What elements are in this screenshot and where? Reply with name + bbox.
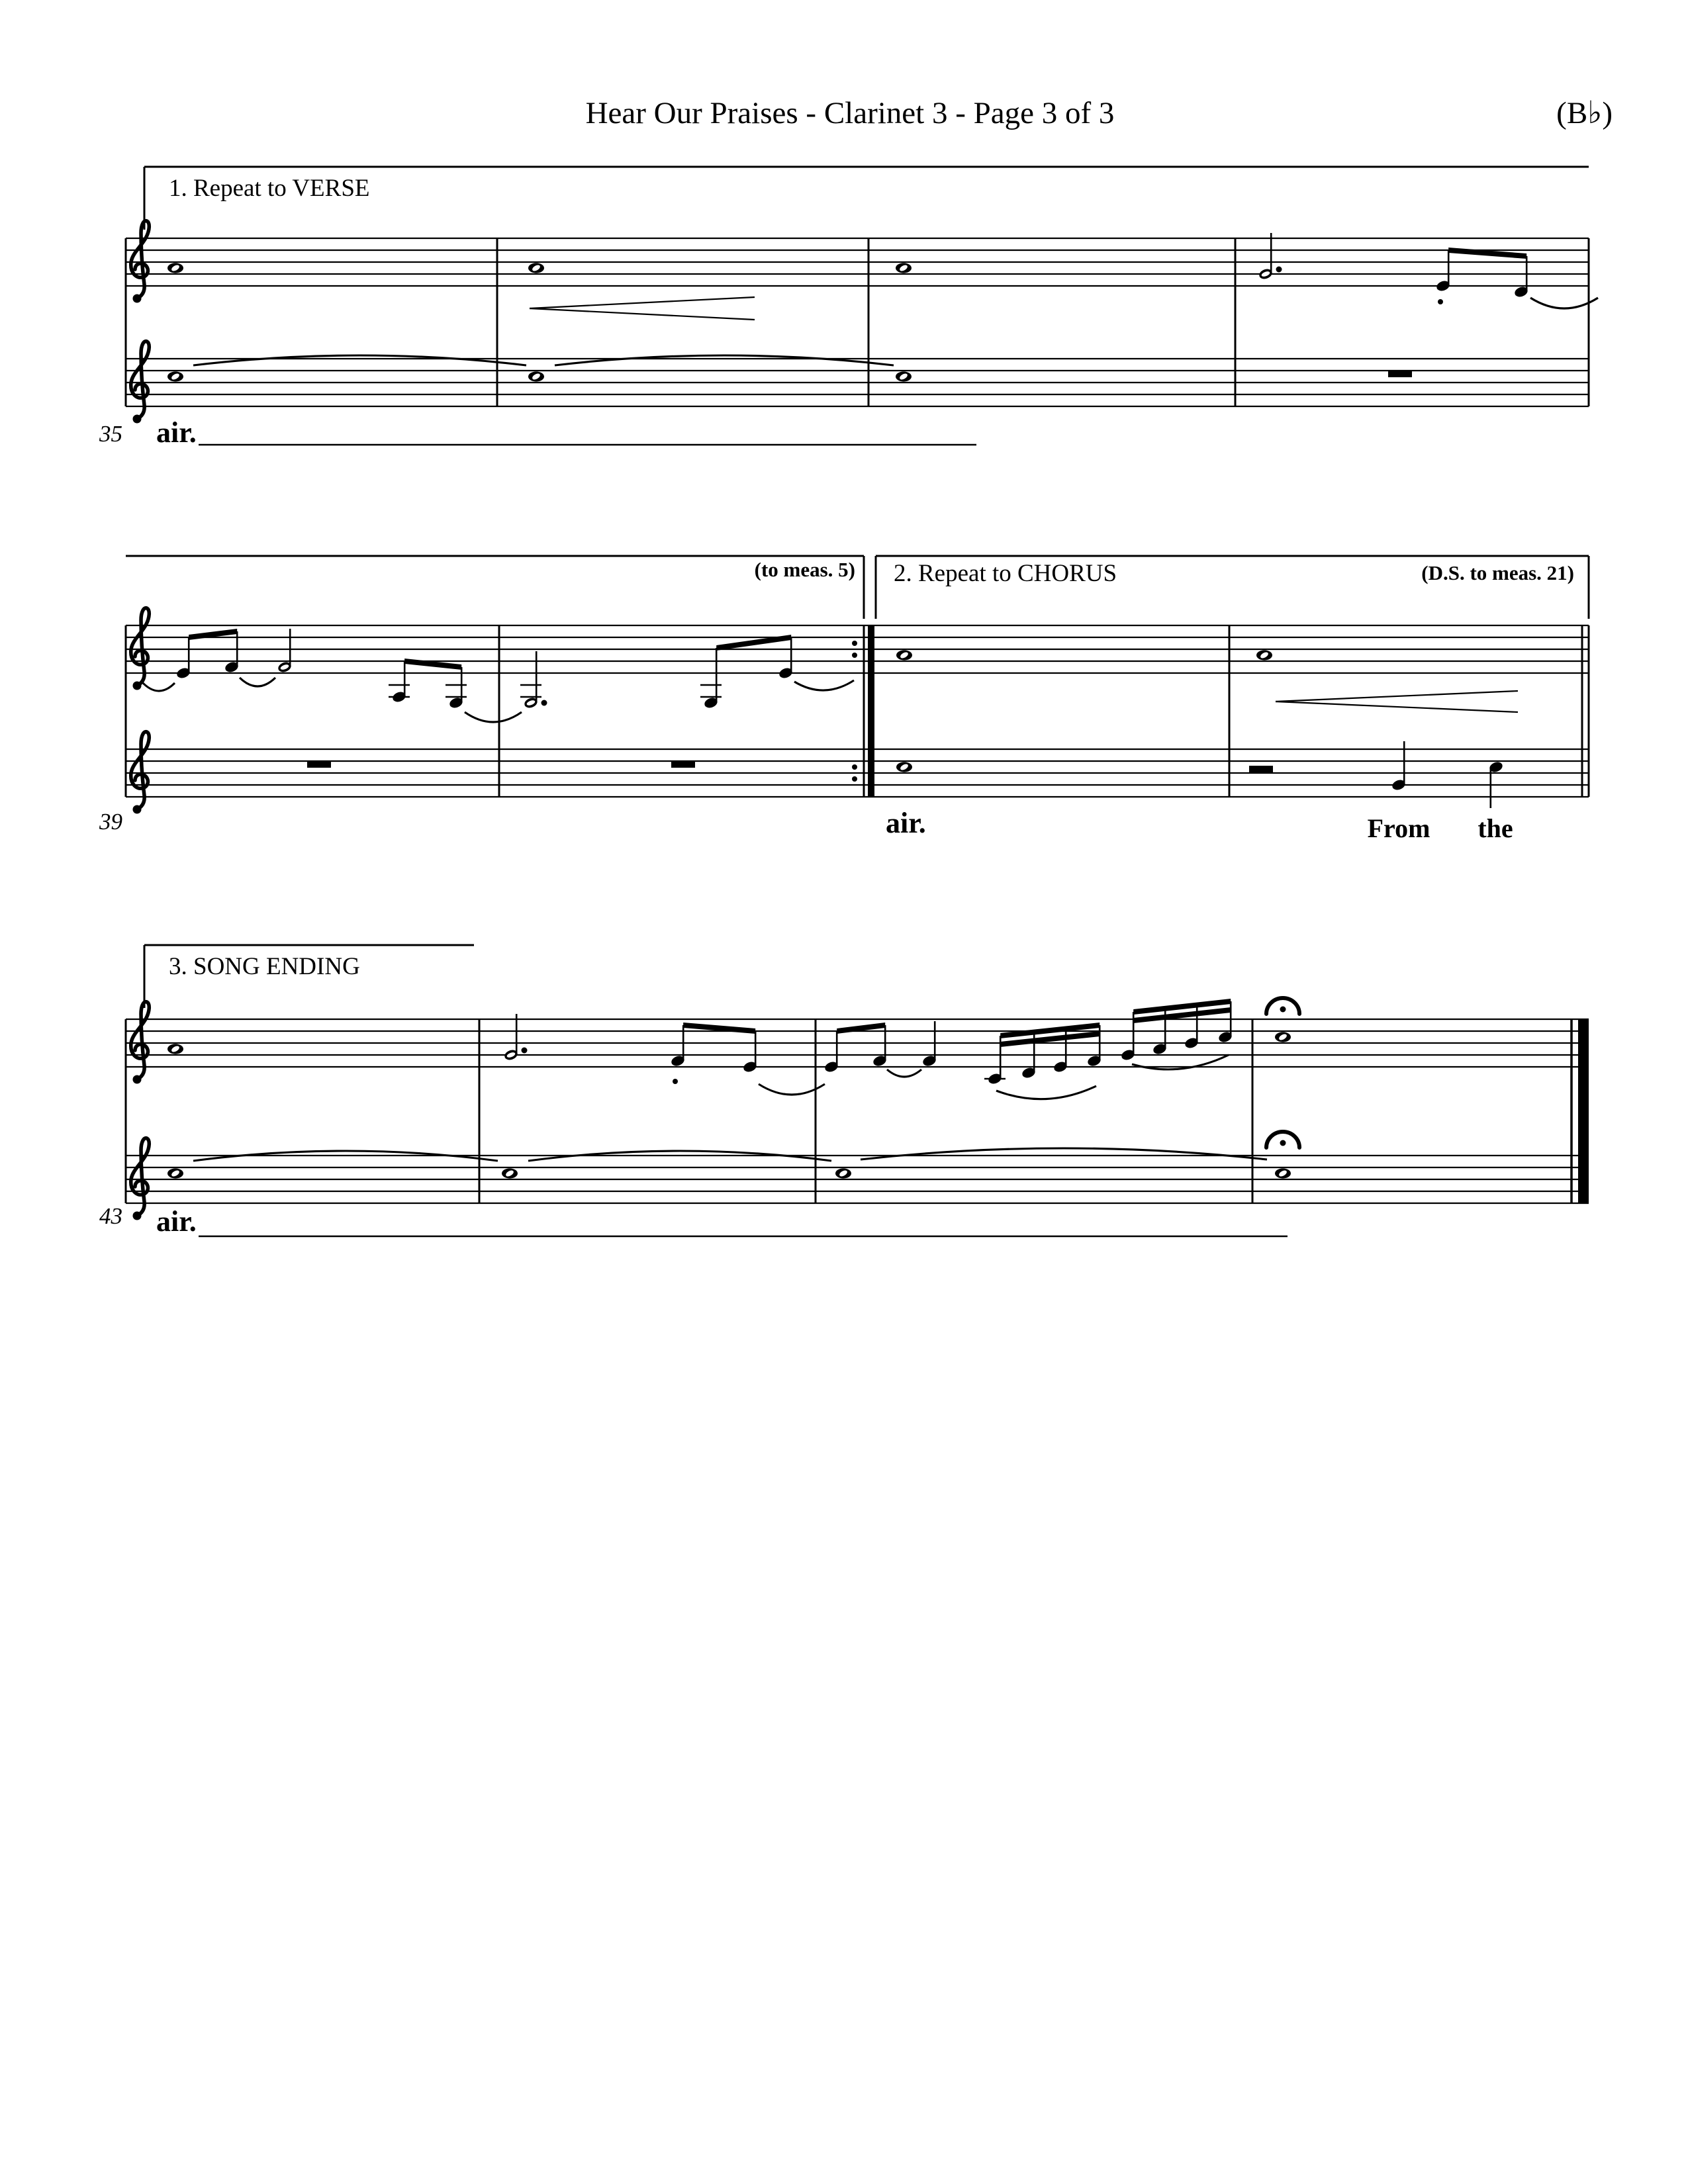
transposition-label: (B♭) [1556, 96, 1613, 130]
volta-1-label: 1. Repeat to VERSE [169, 175, 370, 202]
lyric-air-3: air. [156, 1205, 197, 1238]
volta-3-label: 3. SONG ENDING [169, 953, 360, 980]
direction-to-meas-5: (to meas. 5) [754, 558, 855, 581]
lyric-air-2: air. [886, 807, 926, 839]
lyric-from: From [1367, 813, 1430, 843]
measure-number-35: 35 [99, 421, 122, 447]
volta-2-label: 2. Repeat to CHORUS [894, 560, 1117, 587]
page-title: Hear Our Praises - Clarinet 3 - Page 3 of 3 [585, 96, 1115, 130]
measure-number-43: 43 [99, 1203, 122, 1229]
direction-ds-to-meas-21: (D.S. to meas. 21) [1421, 561, 1574, 584]
lyric-the: the [1477, 813, 1513, 843]
measure-number-39: 39 [99, 809, 122, 835]
lyric-air-1: air. [156, 416, 197, 449]
